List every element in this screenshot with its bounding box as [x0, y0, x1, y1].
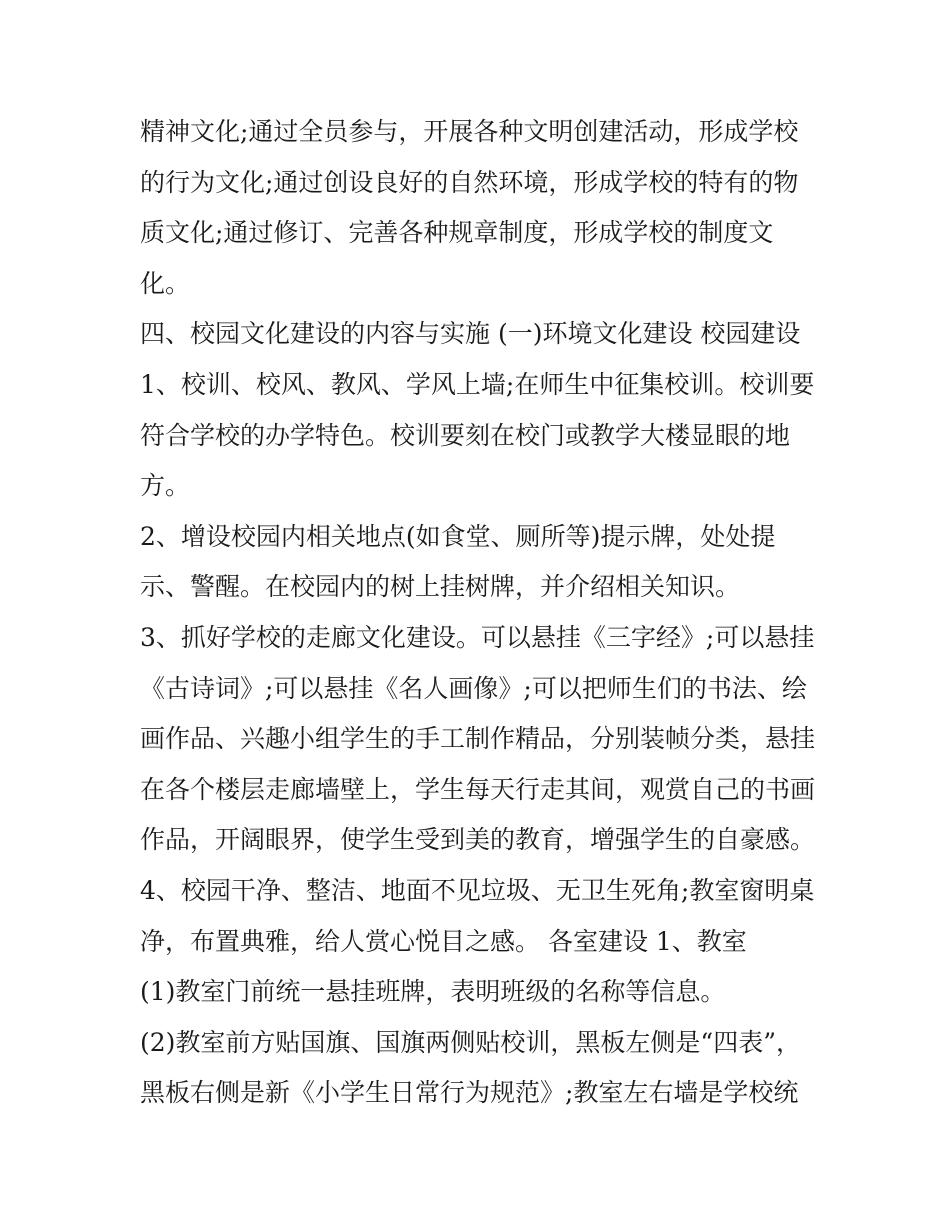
text-line: 3、抓好学校的走廊文化建设。可以悬挂《三字经》;可以悬挂 [140, 622, 815, 652]
text-line: 在各个楼层走廊墙壁上，学生每天行走其间，观赏自己的书画 [140, 774, 816, 804]
text-line: 画作品、兴趣小组学生的手工制作精品，分别装帧分类，悬挂 [140, 724, 816, 754]
text-line: (1)教室门前统一悬挂班牌，表明班级的名称等信息。 [140, 977, 726, 1007]
text-line: 《古诗词》;可以悬挂《名人画像》;可以把师生们的书法、绘 [140, 673, 807, 703]
text-line: 化。 [140, 268, 191, 298]
text-line: 的行为文化;通过创设良好的自然环境，形成学校的特有的物 [140, 167, 799, 197]
text-line: 示、警醒。在校园内的树上挂树牌，并介绍相关知识。 [140, 572, 741, 602]
section-heading: 四、校园文化建设的内容与实施 (一)环境文化建设 校园建设 [140, 319, 801, 349]
text-line: (2)教室前方贴国旗、国旗两侧贴校训，黑板左侧是“四表”， [140, 1027, 801, 1057]
text-line: 1、校训、校风、教风、学风上墙;在师生中征集校训。校训要 [140, 369, 815, 399]
text-line: 符合学校的办学特色。校训要刻在校门或教学大楼显眼的地 [140, 420, 791, 450]
text-line: 4、校园干净、整洁、地面不见垃圾、无卫生死角;教室窗明桌 [140, 875, 815, 905]
text-line: 作品，开阔眼界，使学生受到美的教育，增强学生的自豪感。 [140, 825, 816, 855]
text-line: 2、增设校园内相关地点(如食堂、厕所等)提示牌，处处提 [140, 521, 776, 551]
text-line: 黑板右侧是新《小学生日常行为规范》;教室左右墙是学校统 [140, 1078, 799, 1108]
text-line: 质文化;通过修订、完善各种规章制度，形成学校的制度文 [140, 218, 774, 248]
text-line: 方。 [140, 471, 191, 501]
body-text [140, 107, 840, 1119]
text-line: 精神文化;通过全员参与，开展各种文明创建活动，形成学校 [140, 117, 799, 146]
text-line: 净，布置典雅，给人赏心悦目之感。 各室建设 1、教室 [140, 926, 747, 956]
